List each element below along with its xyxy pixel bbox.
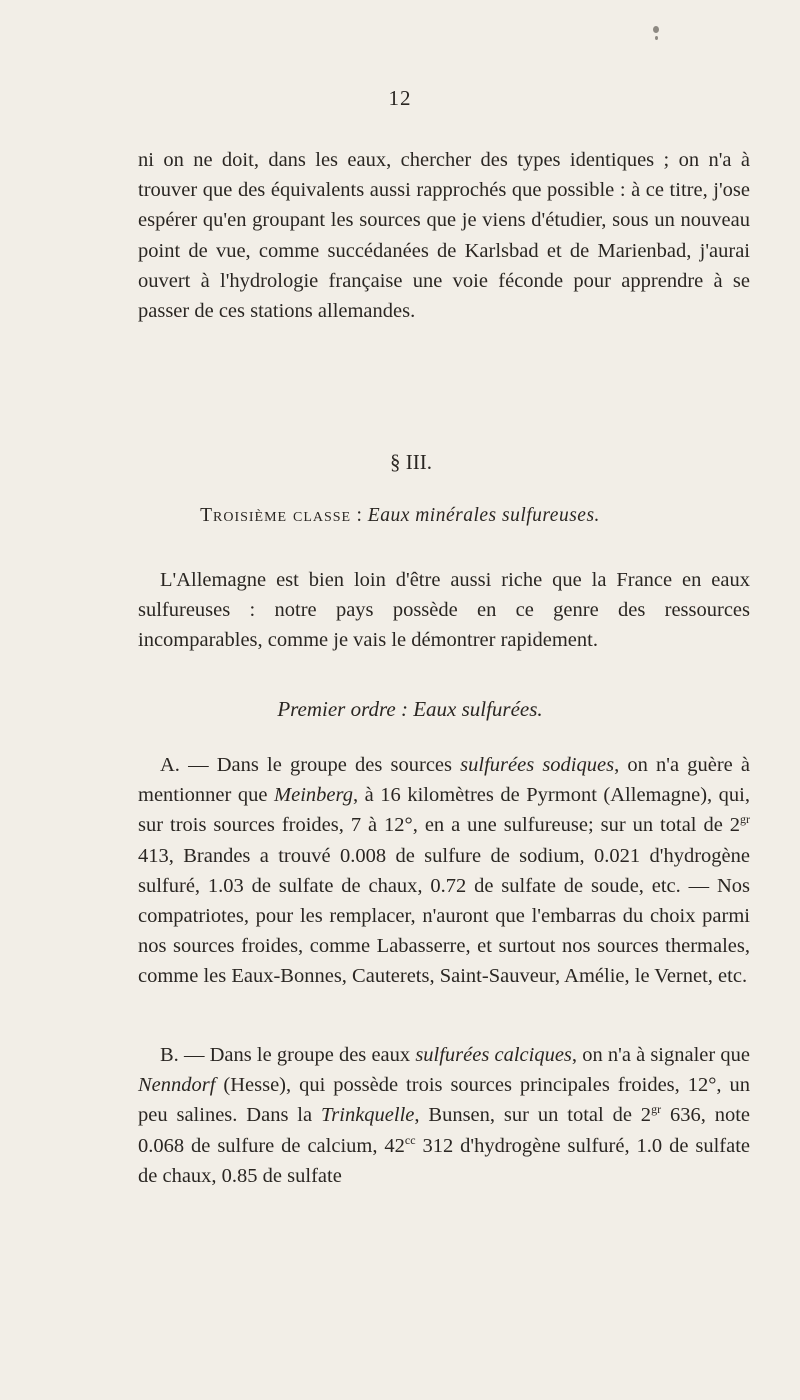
paragraph-b-mid: , on n'a à signaler que [571,1044,750,1066]
class-heading [0,505,800,527]
paragraph-a-lead: A. — Dans le groupe des sources [160,754,461,776]
paragraph-b-mid-2: (Hesse), qui possède trois sources principales froides, 12°, un peu salines. Dans la [138,1074,750,1127]
order-heading: Premier ordre : Eaux sulfurées. [277,697,543,721]
paragraph-b-text-end: 312 d'hydrogène sulfuré, 1.0 de sulfate de chaux, 0.85 de sulfate [138,1134,750,1187]
paragraph-b-text-2: 636, note 0.068 de sulfure de calcium, 42 [138,1104,751,1157]
paragraph-a-mid: , on n'a guère à mentionner que [138,754,750,807]
paper-speck [655,36,658,40]
paragraph-b-unit: gr [651,1102,662,1117]
paragraph-b-lead: B. — Dans le groupe des eaux [160,1044,416,1066]
paragraph-b-place: Nenndorf [138,1074,216,1097]
intro-paragraph: L'Allemagne est bien loin d'être aussi riche que la France en eaux sulfureuses : notre pays possède en ce genre des ressources incomparables, comme je vais le démontrer rapidement. [138,569,750,652]
class-title: Eaux minérales sulfureuses. [367,505,600,526]
paragraph-a-place: Meinberg [274,784,353,807]
paragraph-a-unit: gr [740,812,750,827]
paragraph-a-text: , à 16 kilomètres de Pyrmont (Allemagne), qui, sur trois sources froides, 7 à 12°, en a une sulfureuse; sur un total de 2 [138,784,751,837]
section-heading: § III. [390,450,432,474]
paragraph-b-spring: Trinkquelle [321,1104,415,1127]
paragraph-b-group: sulfurées calciques [415,1044,572,1066]
paragraph-a-text-end: 413, Brandes a trouvé 0.008 de sulfure de sodium, 0.021 d'hydrogène sulfuré, 1.03 de sulfate de chaux, 0.72 de sulfate de soude, etc. — Nos compatriotes, pour les remplacer, n'auront que l'embarras du choix parmi nos sources froides, comme Labasserre, et surtout nos sources thermales, comme les Eaux-Bonnes, Cauterets, Saint-Sauveur, Amélie, le Vernet, etc. [138,844,750,988]
class-separator: : [351,505,368,526]
paragraph-a-group: sulfurées sodiques [460,754,615,776]
paragraph-continuation: ni on ne doit, dans les eaux, chercher des types identiques ; on n'a à trouver que des équivalents aussi rapprochés que possible : à ce titre, j'ose espérer qu'en groupant les sources que je viens d'étudier, sous un nouveau point de vue, comme succédanées de Karlsbad et de Marienbad, j'aurai ouvert à l'hydrologie française une voie féconde pour apprendre à se passer de ces stations allemandes. [138,149,750,323]
paragraph-b-unit-2: cc [404,1132,416,1147]
paper-speck [653,26,659,33]
page-number: 12 [388,86,412,110]
class-label: Troisième classe [200,505,352,526]
paragraph-b [138,1040,750,1191]
paragraph-b-text: , Bunsen, sur un total de 2 [414,1104,652,1127]
paragraph-a [138,750,750,992]
